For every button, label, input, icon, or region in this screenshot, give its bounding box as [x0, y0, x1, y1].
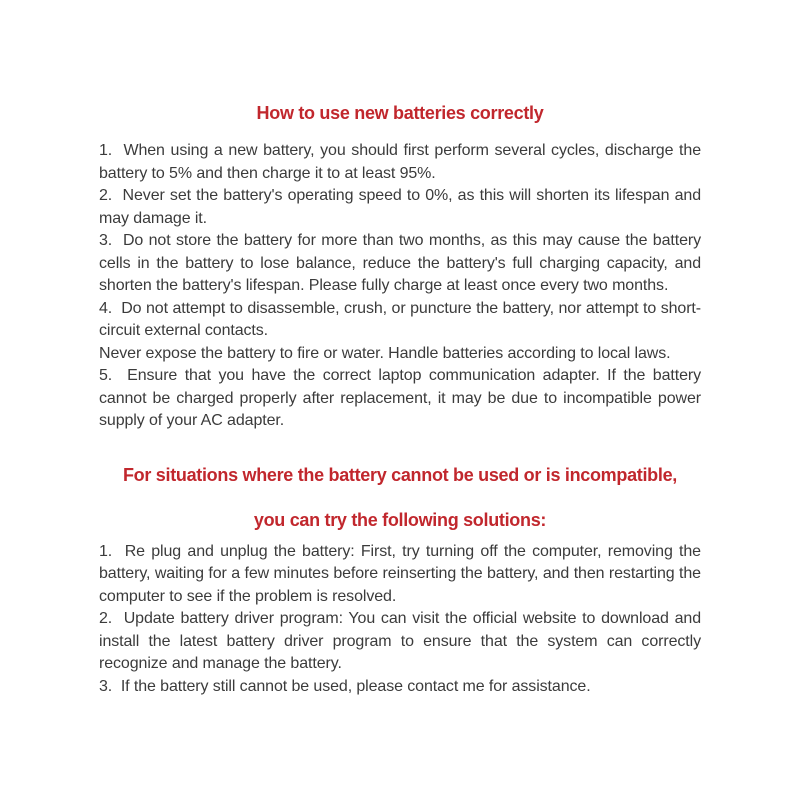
section1-item-2: 2. Never set the battery's operating speed to 0%, as this will shorten its lifespan and may damage it.: [99, 187, 701, 227]
section1-title: How to use new batteries correctly: [256, 103, 544, 123]
section1-item-3: 3. Do not store the battery for more than two months, as this may cause the battery cells in the battery to lose balance, reduce the battery's full charging capacity, and shorten the battery's lifespan. Please fully charge at least once every two months.: [99, 232, 701, 294]
section2-title-line1: For situations where the battery cannot be used or is incompatible,: [122, 464, 677, 485]
section1-item-5: 5. Ensure that you have the correct laptop communication adapter. If the battery cannot be charged properly after replacement, it may be due to incompatible power supply of your AC adapter.: [99, 367, 701, 429]
section2-item-2: 2. Update battery driver program: You can visit the official website to download and install the latest battery driver program to ensure that the system can correctly recognize and manage the battery.: [99, 610, 701, 672]
section1-item-4: 4. Do not attempt to disassemble, crush, or puncture the battery, nor attempt to short-circuit external contacts.: [99, 299, 701, 339]
section1-note: Never expose the battery to fire or water. Handle batteries according to local laws.: [99, 344, 671, 362]
section2-title-line2: you can try the following solutions:: [253, 509, 547, 530]
section1-item-1: 1. When using a new battery, you should first perform several cycles, discharge the battery to 5% and then charge it to at least 95%.: [99, 142, 701, 182]
section2-item-3: 3. If the battery still cannot be used, please contact me for assistance.: [99, 677, 591, 695]
section2-item-1: 1. Re plug and unplug the battery: First, try turning off the computer, removing the battery, waiting for a few minutes before reinserting the battery, and then restarting the computer to see if the problem is resolved.: [99, 542, 701, 605]
